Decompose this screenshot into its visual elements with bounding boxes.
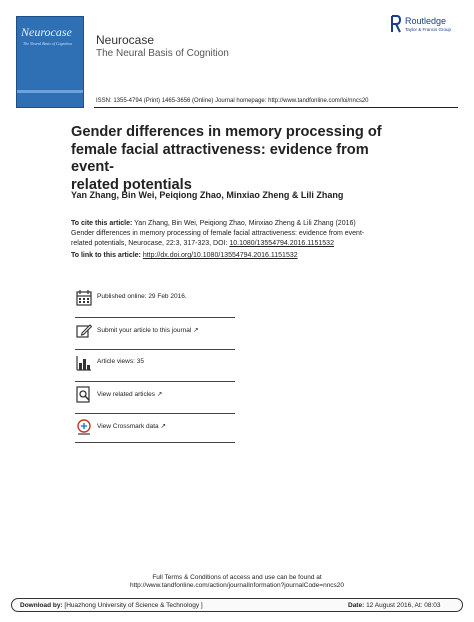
terms-footer [0, 574, 474, 590]
terms-url-link[interactable]: http://www.tandfonline.com/action/journalInformation?journalCode=nncs20 [129, 582, 345, 589]
citation-label: To cite this article: [71, 220, 133, 227]
article-url-link[interactable]: http://dx.doi.org/10.1080/13554794.2016.1151532 [142, 252, 298, 259]
publisher-logo [390, 15, 454, 35]
article-views-text: Article views: 35 [97, 358, 144, 365]
calendar-icon [75, 289, 93, 307]
title-line: related potentials [71, 176, 192, 193]
issn-line: ISSN: 1355-4794 (Print) 1465-3656 (Online) Journal homepage: http://www.tandfonline.com/loi/nncs20 [96, 98, 369, 104]
download-info-bar [11, 598, 463, 612]
link-label: To link to this article: [71, 252, 141, 259]
related-articles-link[interactable]: View related articles ↗ [97, 391, 163, 398]
title-line: Gender differences in memory processing of [71, 124, 382, 140]
journal-cover-thumbnail [16, 16, 84, 108]
article-authors: Yan Zhang, Bin Wei, Peiqiong Zhao, Minxiao Zheng & Lili Zhang [71, 190, 344, 200]
published-online-text: Published online: 29 Feb 2016. [97, 293, 187, 300]
downloaded-by: Download by: [Huazhong University of Science & Technology ] [20, 602, 203, 609]
doi-link[interactable]: 10.1080/13554794.2016.1151532 [229, 240, 334, 247]
article-title [71, 124, 411, 194]
citation-block [71, 219, 411, 249]
cover-band [17, 90, 83, 93]
header-divider [94, 107, 458, 108]
citation-line-3: related potentials, Neurocase, 22:3, 317-323, DOI: [71, 240, 230, 247]
crossmark-link[interactable]: View Crossmark data ↗ [97, 423, 166, 430]
row-divider [75, 317, 235, 318]
bar-chart-icon [75, 354, 93, 372]
journal-subtitle: The Neural Basis of Cognition [96, 48, 229, 59]
download-date: Date: 12 August 2016, At: 08:03 [348, 602, 441, 609]
row-divider [75, 442, 235, 443]
row-divider [75, 381, 235, 382]
article-link-line [71, 252, 298, 259]
cover-title: Neurocase [21, 25, 72, 39]
routledge-mark-icon [390, 15, 402, 33]
publisher-group: Taylor & Francis Group [405, 27, 452, 32]
crossmark-icon [75, 418, 93, 436]
citation-line-2: Gender differences in memory processing of female facial attractiveness: evidence from event- [71, 230, 365, 237]
publisher-name: Routledge [405, 16, 447, 26]
edit-icon [75, 322, 93, 340]
cover-tagline: The Neural Basis of Cognition [23, 41, 72, 46]
submit-article-link[interactable]: Submit your article to this journal ↗ [97, 327, 199, 334]
row-divider [75, 413, 235, 414]
external-link-icon: ↗ [193, 327, 199, 334]
journal-name: Neurocase [96, 33, 155, 47]
external-link-icon: ↗ [156, 391, 163, 398]
external-link-icon: ↗ [160, 423, 166, 430]
row-divider [75, 349, 235, 350]
citation-line-1: Yan Zhang, Bin Wei, Peiqiong Zhao, Minxiao Zheng & Lili Zhang (2016) [132, 220, 356, 227]
search-icon [75, 386, 93, 404]
terms-line-1: Full Terms & Conditions of access and use can be found at [152, 574, 322, 581]
title-line: female facial attractiveness: evidence from event- [71, 141, 369, 175]
